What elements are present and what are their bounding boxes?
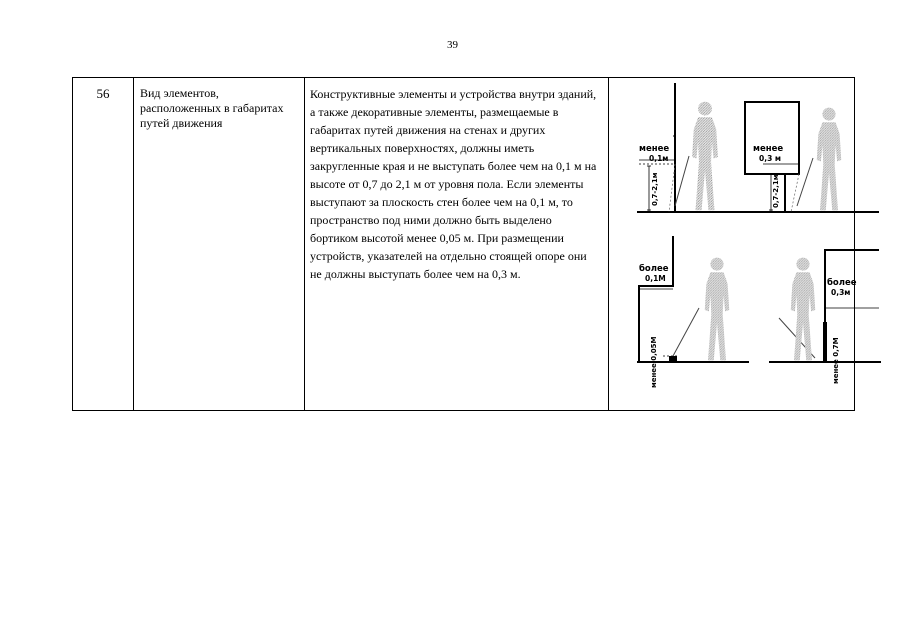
page-number: 39 bbox=[447, 39, 458, 51]
label-more-word: более bbox=[827, 278, 857, 288]
label-height-range: 0,7-2,1м bbox=[772, 174, 780, 208]
scene-protrusion-curb bbox=[637, 236, 749, 388]
label-curb-height: менее 0,05М bbox=[650, 336, 658, 388]
person-icon bbox=[817, 108, 841, 211]
label-more-word: более bbox=[639, 264, 669, 274]
person-icon bbox=[692, 102, 718, 211]
label-less-word: менее bbox=[639, 144, 670, 154]
label-less-word: менее bbox=[753, 144, 784, 154]
label-more-value: 0,1М bbox=[645, 274, 666, 283]
scene-standalone-curb bbox=[769, 250, 881, 384]
element-type: Вид элементов, расположенных в габаритах путей движения bbox=[134, 78, 305, 411]
scene-standalone-sign bbox=[745, 102, 841, 212]
label-height-range: 0,7-2,1м bbox=[651, 172, 659, 206]
row-number: 56 bbox=[73, 78, 134, 411]
label-post-height: менее 0,7М bbox=[832, 337, 840, 384]
requirements-table bbox=[72, 77, 855, 411]
label-more-value: 0,3м bbox=[831, 288, 851, 297]
table-row bbox=[73, 78, 855, 411]
requirement-text: Конструктивные элементы и устройства внутри зданий, а также декоративные элементы, размещаемые в габаритах путей движения на стенах и других вертикальных поверхностях, должны иметь закругленные края и не выступать более чем на 0,1 м на высоте от 0,7 до 2,1 м от уровня пола. Если элементы выступают за плоскость стен более чем на 0,1 м, то пространство под ними должно быть выделено бортиком высотой менее 0,05 м. При размещении устройств, указателей на отдельно стоящей опоре они не должны выступать более чем на 0,3 м. bbox=[305, 78, 609, 411]
illustration-cell bbox=[609, 78, 855, 411]
label-less-value: 0,1м bbox=[649, 154, 669, 163]
person-icon bbox=[705, 258, 729, 361]
label-less-value: 0,3 м bbox=[759, 154, 782, 163]
illustration bbox=[609, 78, 883, 410]
